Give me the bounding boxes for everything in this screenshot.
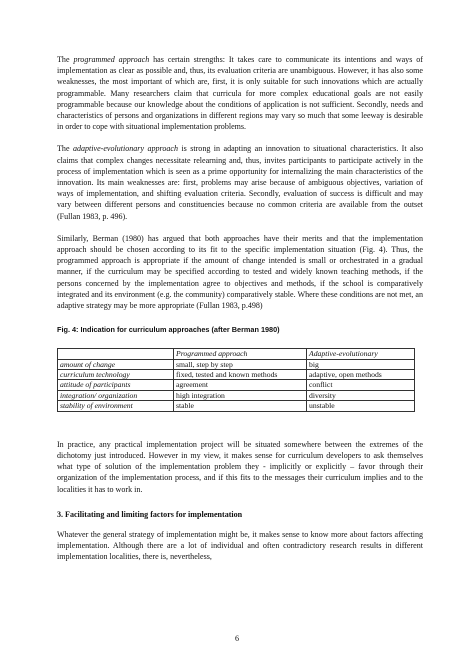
cell-adaptive: diversity	[307, 390, 415, 400]
cell-adaptive: conflict	[307, 380, 415, 390]
paragraph-berman: Similarly, Berman (1980) has argued that both approaches have their merits and that the implementation approach should be chosen according to its fit to the specific implementation situation (Fig. 4). Thus, the programmed approach is appropriate if the amount of change intended is small or orchestrated in a gradual manner, if the curriculum may be specified according to tested and widely known teaching methods, if the persons concerned by the implementation agree to objectives and methods, if the school is comparatively integrated and its environment (e.g. the community) comparatively stable. Where these conditions are not met, an adaptive strategy may be more appropriate (Fullan 1983, p.498)	[57, 233, 423, 311]
row-label: curriculum technology	[58, 370, 174, 380]
table-header-row	[58, 349, 415, 359]
table-row	[58, 380, 415, 390]
table-row	[58, 370, 415, 380]
page-number: 6	[234, 634, 240, 643]
cell-adaptive: big	[307, 359, 415, 369]
p1-lead: The	[57, 55, 74, 64]
row-label: integration/ organization	[58, 390, 174, 400]
paragraph-whatever: Whatever the general strategy of implementation might be, it makes sense to know more about factors affecting implementation. Although there are a lot of individual and often contradictory research results in different implementation localities, there is, nevertheless,	[57, 529, 423, 562]
paragraph-programmed-approach	[57, 54, 423, 132]
term-adaptive-evolutionary-approach: adaptive-evolutionary approach	[72, 144, 178, 154]
table-header-blank	[58, 349, 174, 359]
cell-adaptive: adaptive, open methods	[307, 370, 415, 380]
row-label: attitude of participants	[58, 380, 174, 390]
row-label: amount of change	[58, 359, 174, 369]
table-row	[58, 401, 415, 411]
table-header-adaptive: Adaptive-evolutionary	[307, 349, 415, 359]
cell-programmed: stable	[174, 401, 307, 411]
table-row	[58, 390, 415, 400]
term-programmed-approach: programmed approach	[73, 55, 150, 64]
paragraph-adaptive-approach	[57, 143, 423, 221]
approach-comparison-table	[57, 348, 415, 411]
cell-programmed: agreement	[174, 380, 307, 390]
document-page	[57, 54, 423, 573]
section-heading: 3. Facilitating and limiting factors for implementation	[57, 509, 243, 519]
p1-body: has certain strengths: It takes care to communicate its intentions and ways of implementation as clear as possible and, thus, its evaluation criteria are unambiguous. However, it has also some weaknesses, the most important of which are, first, it is only suitable for such innovations which are actually programmable. Many researchers claim that curricula for more complex educational goals are not easily programmable because our knowledge about the conditions of application is not sufficient. Secondly, needs and characteristics of persons and organizations in different regions may vary so much that some leeway is desirable in order to cope with situational implementation problems.	[57, 55, 423, 132]
table-row	[58, 359, 415, 369]
paragraph-in-practice: In practice, any practical implementation project will be situated somewhere between the extremes of the dichotomy just introduced. However in my view, it makes sense for curriculum developers to ask themselves what type of solution of the implementation problem they - implicitly or explicitly – favor through their organization of the implementation process, and if this fits to the messages their curriculum implies and to the localities it has to work in.	[57, 439, 423, 494]
row-label: stability of environment	[58, 401, 174, 411]
table-header-programmed: Programmed approach	[174, 349, 307, 359]
p2-body: is strong in adapting an innovation to situational characteristics. It also claims that complex changes necessitate relearning and, thus, invites participants to participate actively in the process of implementation which is seen as a prime opportunity for internalizing the main characteristics of the innovation. Its main weaknesses are: first, problems may arise because of ambiguous objectives, variation of ways of implementation, and shifting evaluation criteria. Secondly, evaluation of success is difficult and may vary between different persons and constituencies because no common criteria are available from the outset (Fullan 1983, p. 496).	[57, 144, 423, 221]
cell-programmed: high integration	[174, 390, 307, 400]
cell-adaptive: unstable	[307, 401, 415, 411]
figure-title: Fig. 4: Indication for curriculum approaches (after Berman 1980)	[57, 325, 280, 335]
p2-lead: The	[57, 144, 73, 154]
cell-programmed: fixed, tested and known methods	[174, 370, 307, 380]
cell-programmed: small, step by step	[174, 359, 307, 369]
